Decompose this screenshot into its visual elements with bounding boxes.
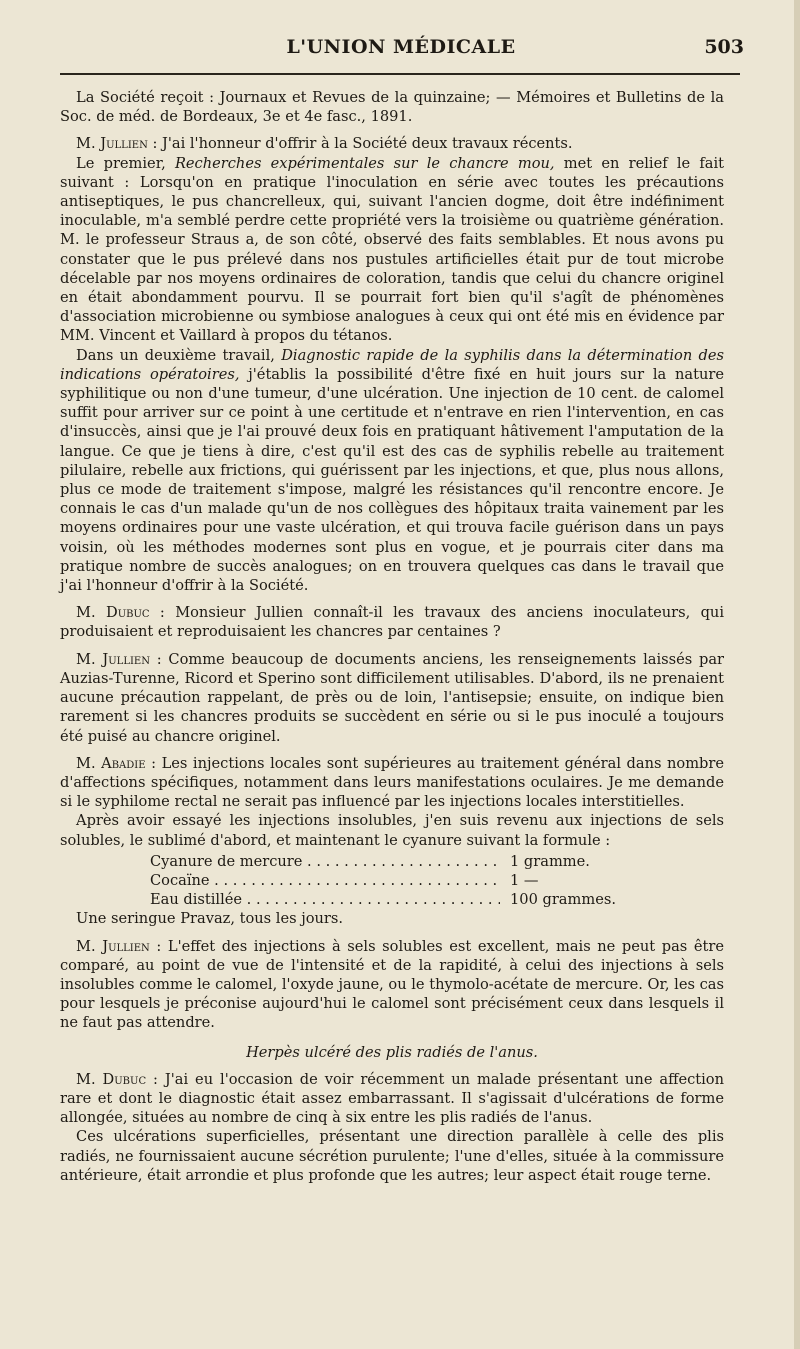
formula (150, 852, 620, 910)
formula-row (150, 890, 620, 909)
header-rule (60, 73, 740, 75)
ingredient-quantity: 1 gramme. (510, 852, 590, 870)
ingredient-quantity: 100 grammes. (510, 891, 616, 909)
section-title: Herpès ulcéré des plis radiés de l'anus. (246, 1043, 538, 1061)
paragraph-text: Dans un deuxième travail, (76, 346, 282, 364)
paragraph: Une seringue Pravaz, tous les jours. (76, 910, 344, 928)
paragraph (60, 603, 724, 641)
speaker-name: M. Jullien (76, 937, 150, 955)
ingredient-name: Eau distillée . . . (150, 890, 500, 909)
page-edge (794, 0, 800, 1349)
paragraph: La Société reçoit : Journaux et Revues de la quinzaine; — Mémoires et Bulletins de la Soc. de méd. de Bordeaux, 3e et 4e fasc., 1891. (60, 89, 724, 126)
running-header (58, 30, 744, 70)
speaker-name: M. Jullien (76, 135, 148, 153)
ingredient-name: Cocaïne . . . (150, 871, 500, 890)
paragraph-text: : L'effet des injections à sels solubles est excellent, mais ne peut pas être comparé, au point de vue de l'intensité et de la rapidité, à celui des injections à sels insolubles comme le calomel, l'oxyde jaune, ou le thymolo-acétate de mercure. Or, les cas pour lesquels je préconise aujourd'hui le calomel sont précisément ceux dans lesquels il ne faut pas attendre. (60, 937, 724, 1032)
paragraph (60, 1070, 724, 1128)
journal-title: L'UNION MÉDICALE (286, 36, 516, 58)
article-body (60, 88, 724, 1185)
paragraph-text: : Monsieur Jullien connaît-il les travaux des anciens inoculateurs, qui produisaient et reproduisaient les chancres par centaines ? (60, 604, 725, 641)
paragraph-text: : J'ai l'honneur d'offrir à la Société deux travaux récents. (147, 135, 573, 153)
ingredient-quantity: 1 — (510, 871, 539, 889)
paragraph: Ces ulcérations superficielles, présentant une direction parallèle à celle des plis radiés, ne fournissaient aucune sécrétion purulente; l'une d'elles, située à la commissure antérieure, était arrondie et plus profonde que les autres; leur aspect était rouge terne. (60, 1128, 724, 1184)
paragraph (60, 754, 724, 812)
paragraph (60, 650, 724, 746)
ingredient-name: Cyanure de mercure . . . (150, 852, 500, 871)
paragraph (60, 134, 724, 153)
paragraph (60, 346, 724, 596)
paragraph-text: j'établis la possibilité d'être fixé en huit jours sur la nature syphilitique ou non d'une tumeur, d'une ulcération. Une injection de 10 cent. de calomel suffit pour arriver sur ce point à une certitude et n'entrave en rien l'intervention, en cas d'insuccès, ainsi que je l'ai prouvé deux fois en pratiquant hâtivement l'amputation de la langue. Ce que je tiens à dire, c'est qu'il est des cas de syphilis rebelle au traitement pilulaire, rebelle aux frictions, qui guérissent par les injections, et que, plus nous allons, plus ce mode de traitement s'impose, malgré les résistances qu'il rencontre encore. Je connais le cas d'un malade qu'un de nos collègues des hôpitaux traita vainement par les moyens ordinaires pour une vaste ulcération, et qui trouva facile guérison dans un pays voisin, où les méthodes modernes sont plus en vogue, et je pourrais citer dans ma pratique nombre de succès analogues; on en trouvera quelques cas dans le travail que j'ai l'honneur d'offrir à la Société. (60, 365, 724, 595)
paragraph-text: : J'ai eu l'occasion de voir récemment un malade présentant une affection rare et dont le diagnostic était assez embarrassant. Il s'agissait d'ulcérations de forme allongée, situées au nombre de cinq à six entre les plis radiés de l'anus. (60, 1070, 724, 1127)
paragraph (60, 154, 724, 346)
speaker-name: M. Abadie (76, 754, 146, 772)
speaker-name: M. Jullien (76, 650, 150, 668)
speaker-name: M. Dubuc (76, 1070, 147, 1088)
speaker-name: M. Dubuc (76, 604, 150, 622)
paragraph-text: met en relief le fait suivant : Lorsqu'on en pratique l'inoculation en série avec toutes les précautions antiseptiques, le pus chancrelleux, qui, suivant l'ancien dogme, doit être indéfiniment inoculable, m'a semblé perdre cette propriété vers la troisième ou quatrième génération. M. le professeur Straus a, de son côté, observé des faits semblables. Et nous avons pu constater que le pus prélevé dans nos pustules artificielles était pur de tout microbe décelable par nos moyens ordinaires de coloration, tandis que celui du chancre originel en était abondamment pourvu. Il se pourrait fort bien qu'il s'agît de phénomènes d'association microbienne ou symbiose analogues à ceux qui ont été mis en évidence par MM. Vincent et Vaillard à propos du tétanos. (60, 154, 724, 345)
paragraph (60, 937, 724, 1033)
paragraph-text: : Comme beaucoup de documents anciens, les renseignements laissés par Auzias-Turenne, Ricord et Sperino sont difficilement utilisables. D'abord, ils ne prenaient aucune précaution rappelant, de près ou de loin, l'antisepsie; ensuite, on indique bien rarement si les chancres produits se succèdent en série ou si le pus inoculé a toujours été puisé au chancre originel. (60, 650, 724, 745)
paragraph-text: : Les injections locales sont supérieures au traitement général dans nombre d'affections spécifiques, notamment dans leurs manifestations oculaires. Je me demande si le syphilome rectal ne serait pas influencé par les injections locales interstitielles. (60, 754, 724, 811)
formula-row (150, 852, 620, 871)
page-number: 503 (704, 36, 744, 58)
paragraph-text: Le premier, (76, 154, 175, 172)
formula-row (150, 871, 620, 890)
paragraph: Après avoir essayé les injections insolubles, j'en suis revenu aux injections de sels solubles, le sublimé d'abord, et maintenant le cyanure suivant la formule : (60, 812, 724, 849)
work-title: Diagnostic rapide de la syphilis dans la détermination des indications opératoires, (60, 346, 724, 383)
work-title: Recherches expérimentales sur le chancre mou, (174, 154, 555, 172)
